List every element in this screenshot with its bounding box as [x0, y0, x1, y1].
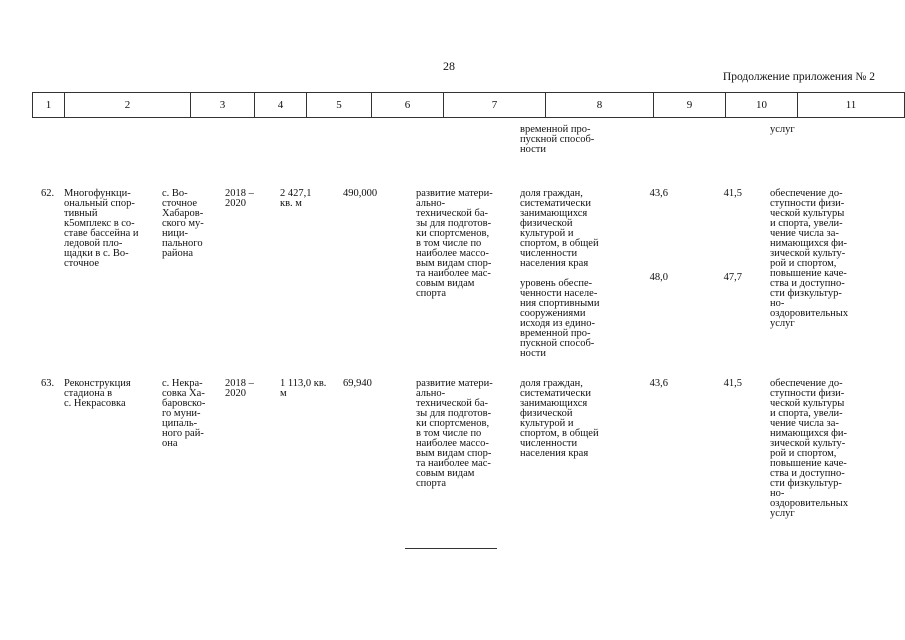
page-number: 28 — [443, 59, 455, 73]
indicator-text: доля граждан, систематически занимающихся физической культурой и спортом, в общей численности населения края — [520, 378, 599, 459]
capacity-text: 2 427,1 кв. м — [280, 188, 312, 209]
indicator-text: уровень обеспе- ченности населе- ния спортивными сооружениями исходя из едино- временной про- пускной способ- ности — [520, 278, 600, 359]
column-header: 8 — [546, 93, 654, 118]
column-header: 5 — [307, 93, 372, 118]
column-header: 3 — [191, 93, 255, 118]
location-text: с. Некра- совка Ха- баровско- го муни- ципаль- ного рай- она — [162, 378, 206, 449]
column-header: 11 — [798, 93, 905, 118]
column-header: 4 — [255, 93, 307, 118]
capacity-text: 1 113,0 кв. м — [280, 378, 327, 399]
row-number: 62. — [41, 188, 55, 199]
cost-text: 69,940 — [343, 378, 372, 389]
footnote-divider — [405, 548, 497, 549]
column-header: 6 — [372, 93, 444, 118]
indicator-text: доля граждан, систематически занимающихся физической культурой и спортом, в общей численности населения края — [520, 188, 599, 269]
column-header-table — [32, 92, 905, 118]
column-header: 9 — [654, 93, 726, 118]
cost-text: 490,000 — [343, 188, 378, 199]
value-col10: 41,5 — [723, 378, 742, 389]
continuation-label: Продолжение приложения № 2 — [722, 71, 875, 83]
result-text: обеспечение до- ступности физи- ческой культуры и спорта, увели- чение числа за- нимающихся фи- зической культу- рой и спортом, повышение каче- ства и доступно- сти физкультур- но- оздоровительных услуг — [770, 188, 849, 329]
column-header: 2 — [65, 93, 191, 118]
header-row — [33, 93, 905, 118]
indicator-text: временной про- пускной способ- ности — [520, 124, 595, 155]
value-col10: 47,7 — [723, 272, 742, 283]
result-text: обеспечение до- ступности физи- ческой культуры и спорта, увели- чение числа за- нимающихся фи- зической культу- рой и спортом, повышение каче- ства и доступно- сти физкультур- но- оздоровительных услуг — [770, 378, 849, 519]
value-col9: 43,6 — [649, 378, 668, 389]
row-number: 63. — [41, 378, 55, 389]
value-col9: 48,0 — [649, 272, 668, 283]
direction-text: развитие матери- ально- технической ба- зы для подготов- ки спортсменов, в том числе по наиболее массо- вым видам спор- та наиболее мас- совым видам спорта — [416, 188, 493, 299]
column-header: 10 — [726, 93, 798, 118]
result-text: услуг — [770, 124, 795, 135]
column-header: 1 — [33, 93, 65, 118]
column-header: 7 — [444, 93, 546, 118]
years-text: 2018 – 2020 — [225, 378, 254, 399]
location-text: с. Во- сточное Хабаров- ского му- ници- пального района — [162, 188, 204, 259]
object-name: Многофункци- ональный спор- тивный к5омплекс в со- ставе бассейна и ледовой пло- щадки в с. Во- сточное — [64, 188, 139, 269]
value-col9: 43,6 — [649, 188, 668, 199]
years-text: 2018 – 2020 — [225, 188, 254, 209]
value-col10: 41,5 — [723, 188, 742, 199]
direction-text: развитие матери- ально- технической ба- зы для подготов- ки спортсменов, в том числе по наиболее массо- вым видам спор- та наиболее мас- совым видам спорта — [416, 378, 493, 489]
object-name: Реконструкция стадиона в с. Некрасовка — [64, 378, 131, 409]
